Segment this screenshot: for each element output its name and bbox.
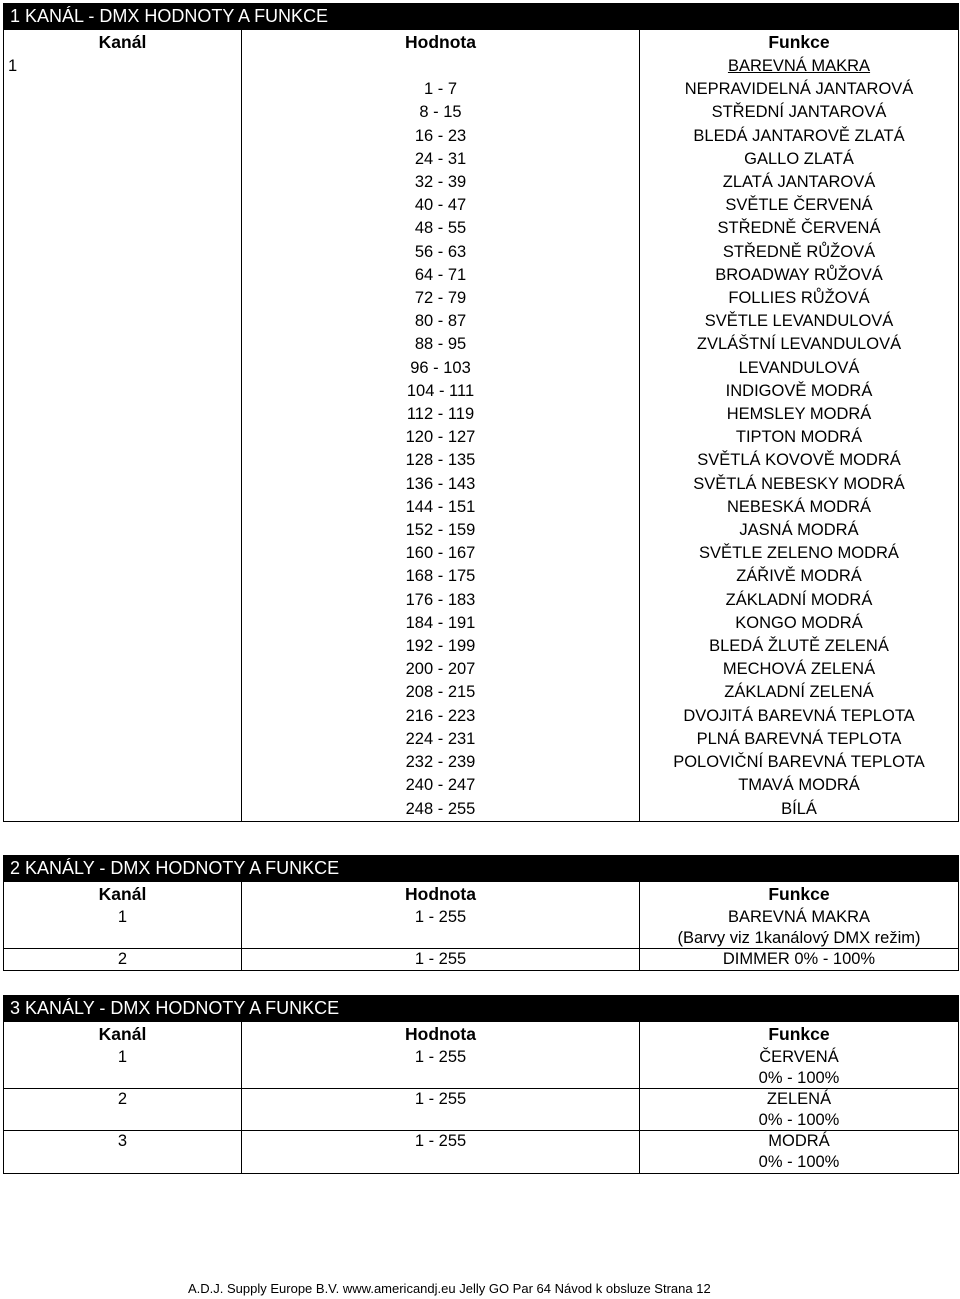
channel-cell [4, 681, 242, 704]
channel-cell [4, 1068, 242, 1089]
value-cell [242, 1068, 640, 1089]
value-cell: 88 - 95 [242, 333, 640, 356]
function-cell: DIMMER 0% - 100% [640, 949, 959, 971]
value-cell: 1 - 7 [242, 78, 640, 101]
function-cell: 0% - 100% [640, 1068, 959, 1089]
table-row [4, 380, 959, 403]
function-cell: ZVLÁŠTNÍ LEVANDULOVÁ [640, 333, 959, 356]
function-cell: NEPRAVIDELNÁ JANTAROVÁ [640, 78, 959, 101]
channel-cell: 1 [4, 1047, 242, 1068]
function-cell: BÍLÁ [640, 798, 959, 822]
function-cell: BAREVNÁ MAKRA [640, 907, 959, 928]
dmx-table-3-channels [3, 995, 959, 1174]
value-cell [242, 55, 640, 78]
value-cell: 1 - 255 [242, 1131, 640, 1152]
function-cell: ZÁKLADNÍ ZELENÁ [640, 681, 959, 704]
function-cell: GALLO ZLATÁ [640, 148, 959, 171]
channel-cell [4, 774, 242, 797]
function-cell: POLOVIČNÍ BAREVNÁ TEPLOTA [640, 751, 959, 774]
table-row [4, 612, 959, 635]
channel-cell [4, 1110, 242, 1131]
header-function: Funkce [640, 30, 959, 56]
table-row [4, 907, 959, 928]
table-row [4, 426, 959, 449]
value-cell: 248 - 255 [242, 798, 640, 822]
table-row [4, 728, 959, 751]
value-cell: 208 - 215 [242, 681, 640, 704]
table-header-row [4, 1022, 959, 1048]
value-cell: 80 - 87 [242, 310, 640, 333]
channel-cell [4, 125, 242, 148]
function-cell: STŘEDNĚ ČERVENÁ [640, 217, 959, 240]
table-row [4, 928, 959, 949]
value-cell [242, 1152, 640, 1173]
function-cell: ZELENÁ [640, 1089, 959, 1110]
value-cell: 104 - 111 [242, 380, 640, 403]
function-cell: SVĚTLE ZELENO MODRÁ [640, 542, 959, 565]
dmx-table-1-channel [3, 3, 959, 822]
function-cell: BLEDÁ JANTAROVĚ ZLATÁ [640, 125, 959, 148]
function-cell: BAREVNÁ MAKRA [640, 55, 959, 78]
function-cell: KONGO MODRÁ [640, 612, 959, 635]
value-cell: 96 - 103 [242, 357, 640, 380]
table-title: 3 KANÁLY - DMX HODNOTY A FUNKCE [4, 996, 959, 1022]
table-row [4, 798, 959, 822]
table-row [4, 1152, 959, 1173]
channel-cell [4, 496, 242, 519]
function-cell: FOLLIES RŮŽOVÁ [640, 287, 959, 310]
channel-cell [4, 194, 242, 217]
table-header-row [4, 30, 959, 56]
header-function: Funkce [640, 1022, 959, 1048]
table-row [4, 565, 959, 588]
channel-cell [4, 612, 242, 635]
channel-cell: 2 [4, 1089, 242, 1110]
table-row [4, 449, 959, 472]
value-cell: 184 - 191 [242, 612, 640, 635]
function-cell: SVĚTLE ČERVENÁ [640, 194, 959, 217]
header-channel: Kanál [4, 882, 242, 908]
table-row [4, 310, 959, 333]
table-row [4, 403, 959, 426]
value-cell: 128 - 135 [242, 449, 640, 472]
value-cell: 216 - 223 [242, 705, 640, 728]
function-cell: STŘEDNÍ JANTAROVÁ [640, 101, 959, 124]
channel-cell: 2 [4, 949, 242, 971]
function-cell: ZLATÁ JANTAROVÁ [640, 171, 959, 194]
header-value: Hodnota [242, 882, 640, 908]
function-cell: JASNÁ MODRÁ [640, 519, 959, 542]
channel-cell [4, 449, 242, 472]
dmx-table-2-channels [3, 855, 959, 971]
value-cell [242, 928, 640, 949]
channel-cell [4, 542, 242, 565]
table-row [4, 705, 959, 728]
value-cell: 72 - 79 [242, 287, 640, 310]
table-row [4, 519, 959, 542]
channel-cell [4, 241, 242, 264]
table-row [4, 287, 959, 310]
table-row [4, 496, 959, 519]
table-row [4, 681, 959, 704]
table-title-row [4, 4, 959, 30]
channel-cell [4, 264, 242, 287]
value-cell: 160 - 167 [242, 542, 640, 565]
value-cell: 56 - 63 [242, 241, 640, 264]
table-row [4, 774, 959, 797]
header-function: Funkce [640, 882, 959, 908]
table-row [4, 635, 959, 658]
channel-cell [4, 217, 242, 240]
table-row [4, 78, 959, 101]
table-row [4, 194, 959, 217]
channel-cell [4, 705, 242, 728]
table-row [4, 1131, 959, 1152]
function-cell: DVOJITÁ BAREVNÁ TEPLOTA [640, 705, 959, 728]
channel-cell [4, 635, 242, 658]
table-row [4, 217, 959, 240]
header-value: Hodnota [242, 1022, 640, 1048]
channel-cell [4, 928, 242, 949]
value-cell: 1 - 255 [242, 1047, 640, 1068]
value-cell: 48 - 55 [242, 217, 640, 240]
table-title-row [4, 996, 959, 1022]
value-cell: 192 - 199 [242, 635, 640, 658]
table-row [4, 101, 959, 124]
value-cell: 232 - 239 [242, 751, 640, 774]
value-cell: 8 - 15 [242, 101, 640, 124]
function-cell: ZÁŘIVĚ MODRÁ [640, 565, 959, 588]
channel-cell [4, 589, 242, 612]
table-row [4, 949, 959, 971]
table-title-row [4, 856, 959, 882]
value-cell: 1 - 255 [242, 1089, 640, 1110]
channel-cell [4, 658, 242, 681]
channel-cell [4, 426, 242, 449]
function-cell: NEBESKÁ MODRÁ [640, 496, 959, 519]
value-cell: 240 - 247 [242, 774, 640, 797]
function-cell: STŘEDNĚ RŮŽOVÁ [640, 241, 959, 264]
table-row [4, 589, 959, 612]
function-cell: HEMSLEY MODRÁ [640, 403, 959, 426]
function-cell: MECHOVÁ ZELENÁ [640, 658, 959, 681]
function-cell: SVĚTLÁ NEBESKY MODRÁ [640, 473, 959, 496]
table-title: 2 KANÁLY - DMX HODNOTY A FUNKCE [4, 856, 959, 882]
channel-cell [4, 148, 242, 171]
value-cell: 176 - 183 [242, 589, 640, 612]
channel-cell [4, 78, 242, 101]
table-row [4, 1047, 959, 1068]
header-channel: Kanál [4, 1022, 242, 1048]
table-row [4, 542, 959, 565]
function-cell: TIPTON MODRÁ [640, 426, 959, 449]
table-title: 1 KANÁL - DMX HODNOTY A FUNKCE [4, 4, 959, 30]
function-cell: (Barvy viz 1kanálový DMX režim) [640, 928, 959, 949]
function-cell: BLEDÁ ŽLUTĚ ZELENÁ [640, 635, 959, 658]
function-cell: TMAVÁ MODRÁ [640, 774, 959, 797]
value-cell: 40 - 47 [242, 194, 640, 217]
channel-cell [4, 101, 242, 124]
value-cell: 120 - 127 [242, 426, 640, 449]
table-row [4, 241, 959, 264]
value-cell [242, 1110, 640, 1131]
channel-cell [4, 1152, 242, 1173]
channel-cell [4, 798, 242, 822]
function-cell: SVĚTLÁ KOVOVĚ MODRÁ [640, 449, 959, 472]
function-cell: BROADWAY RŮŽOVÁ [640, 264, 959, 287]
channel-cell [4, 473, 242, 496]
table-row [4, 357, 959, 380]
value-cell: 168 - 175 [242, 565, 640, 588]
channel-cell [4, 287, 242, 310]
value-cell: 1 - 255 [242, 949, 640, 971]
page-footer: A.D.J. Supply Europe B.V. www.americandj.eu Jelly GO Par 64 Návod k obsluze Strana 12 [188, 1281, 711, 1296]
table-row [4, 148, 959, 171]
header-channel: Kanál [4, 30, 242, 56]
value-cell: 16 - 23 [242, 125, 640, 148]
value-cell: 1 - 255 [242, 907, 640, 928]
channel-cell [4, 380, 242, 403]
channel-cell: 3 [4, 1131, 242, 1152]
value-cell: 112 - 119 [242, 403, 640, 426]
channel-cell [4, 403, 242, 426]
table-row [4, 1110, 959, 1131]
channel-cell: 1 [4, 907, 242, 928]
channel-cell [4, 519, 242, 542]
channel-cell [4, 171, 242, 194]
table-row [4, 1068, 959, 1089]
channel-cell [4, 751, 242, 774]
function-cell: MODRÁ [640, 1131, 959, 1152]
table-row [4, 171, 959, 194]
function-cell: 0% - 100% [640, 1152, 959, 1173]
channel-cell [4, 565, 242, 588]
value-cell: 136 - 143 [242, 473, 640, 496]
table-row [4, 1089, 959, 1110]
function-cell: SVĚTLE LEVANDULOVÁ [640, 310, 959, 333]
function-cell: 0% - 100% [640, 1110, 959, 1131]
channel-cell [4, 333, 242, 356]
table-header-row [4, 882, 959, 908]
table-row [4, 473, 959, 496]
function-cell: INDIGOVĚ MODRÁ [640, 380, 959, 403]
table-row [4, 658, 959, 681]
header-value: Hodnota [242, 30, 640, 56]
value-cell: 24 - 31 [242, 148, 640, 171]
value-cell: 200 - 207 [242, 658, 640, 681]
table-row [4, 264, 959, 287]
value-cell: 64 - 71 [242, 264, 640, 287]
table-row [4, 125, 959, 148]
value-cell: 224 - 231 [242, 728, 640, 751]
channel-cell [4, 310, 242, 333]
function-cell: ZÁKLADNÍ MODRÁ [640, 589, 959, 612]
channel-cell: 1 [4, 55, 242, 78]
channel-cell [4, 728, 242, 751]
table-row [4, 751, 959, 774]
table-row [4, 333, 959, 356]
value-cell: 144 - 151 [242, 496, 640, 519]
value-cell: 32 - 39 [242, 171, 640, 194]
function-cell: ČERVENÁ [640, 1047, 959, 1068]
channel-cell [4, 357, 242, 380]
function-cell: PLNÁ BAREVNÁ TEPLOTA [640, 728, 959, 751]
table-row [4, 55, 959, 78]
function-cell: LEVANDULOVÁ [640, 357, 959, 380]
value-cell: 152 - 159 [242, 519, 640, 542]
